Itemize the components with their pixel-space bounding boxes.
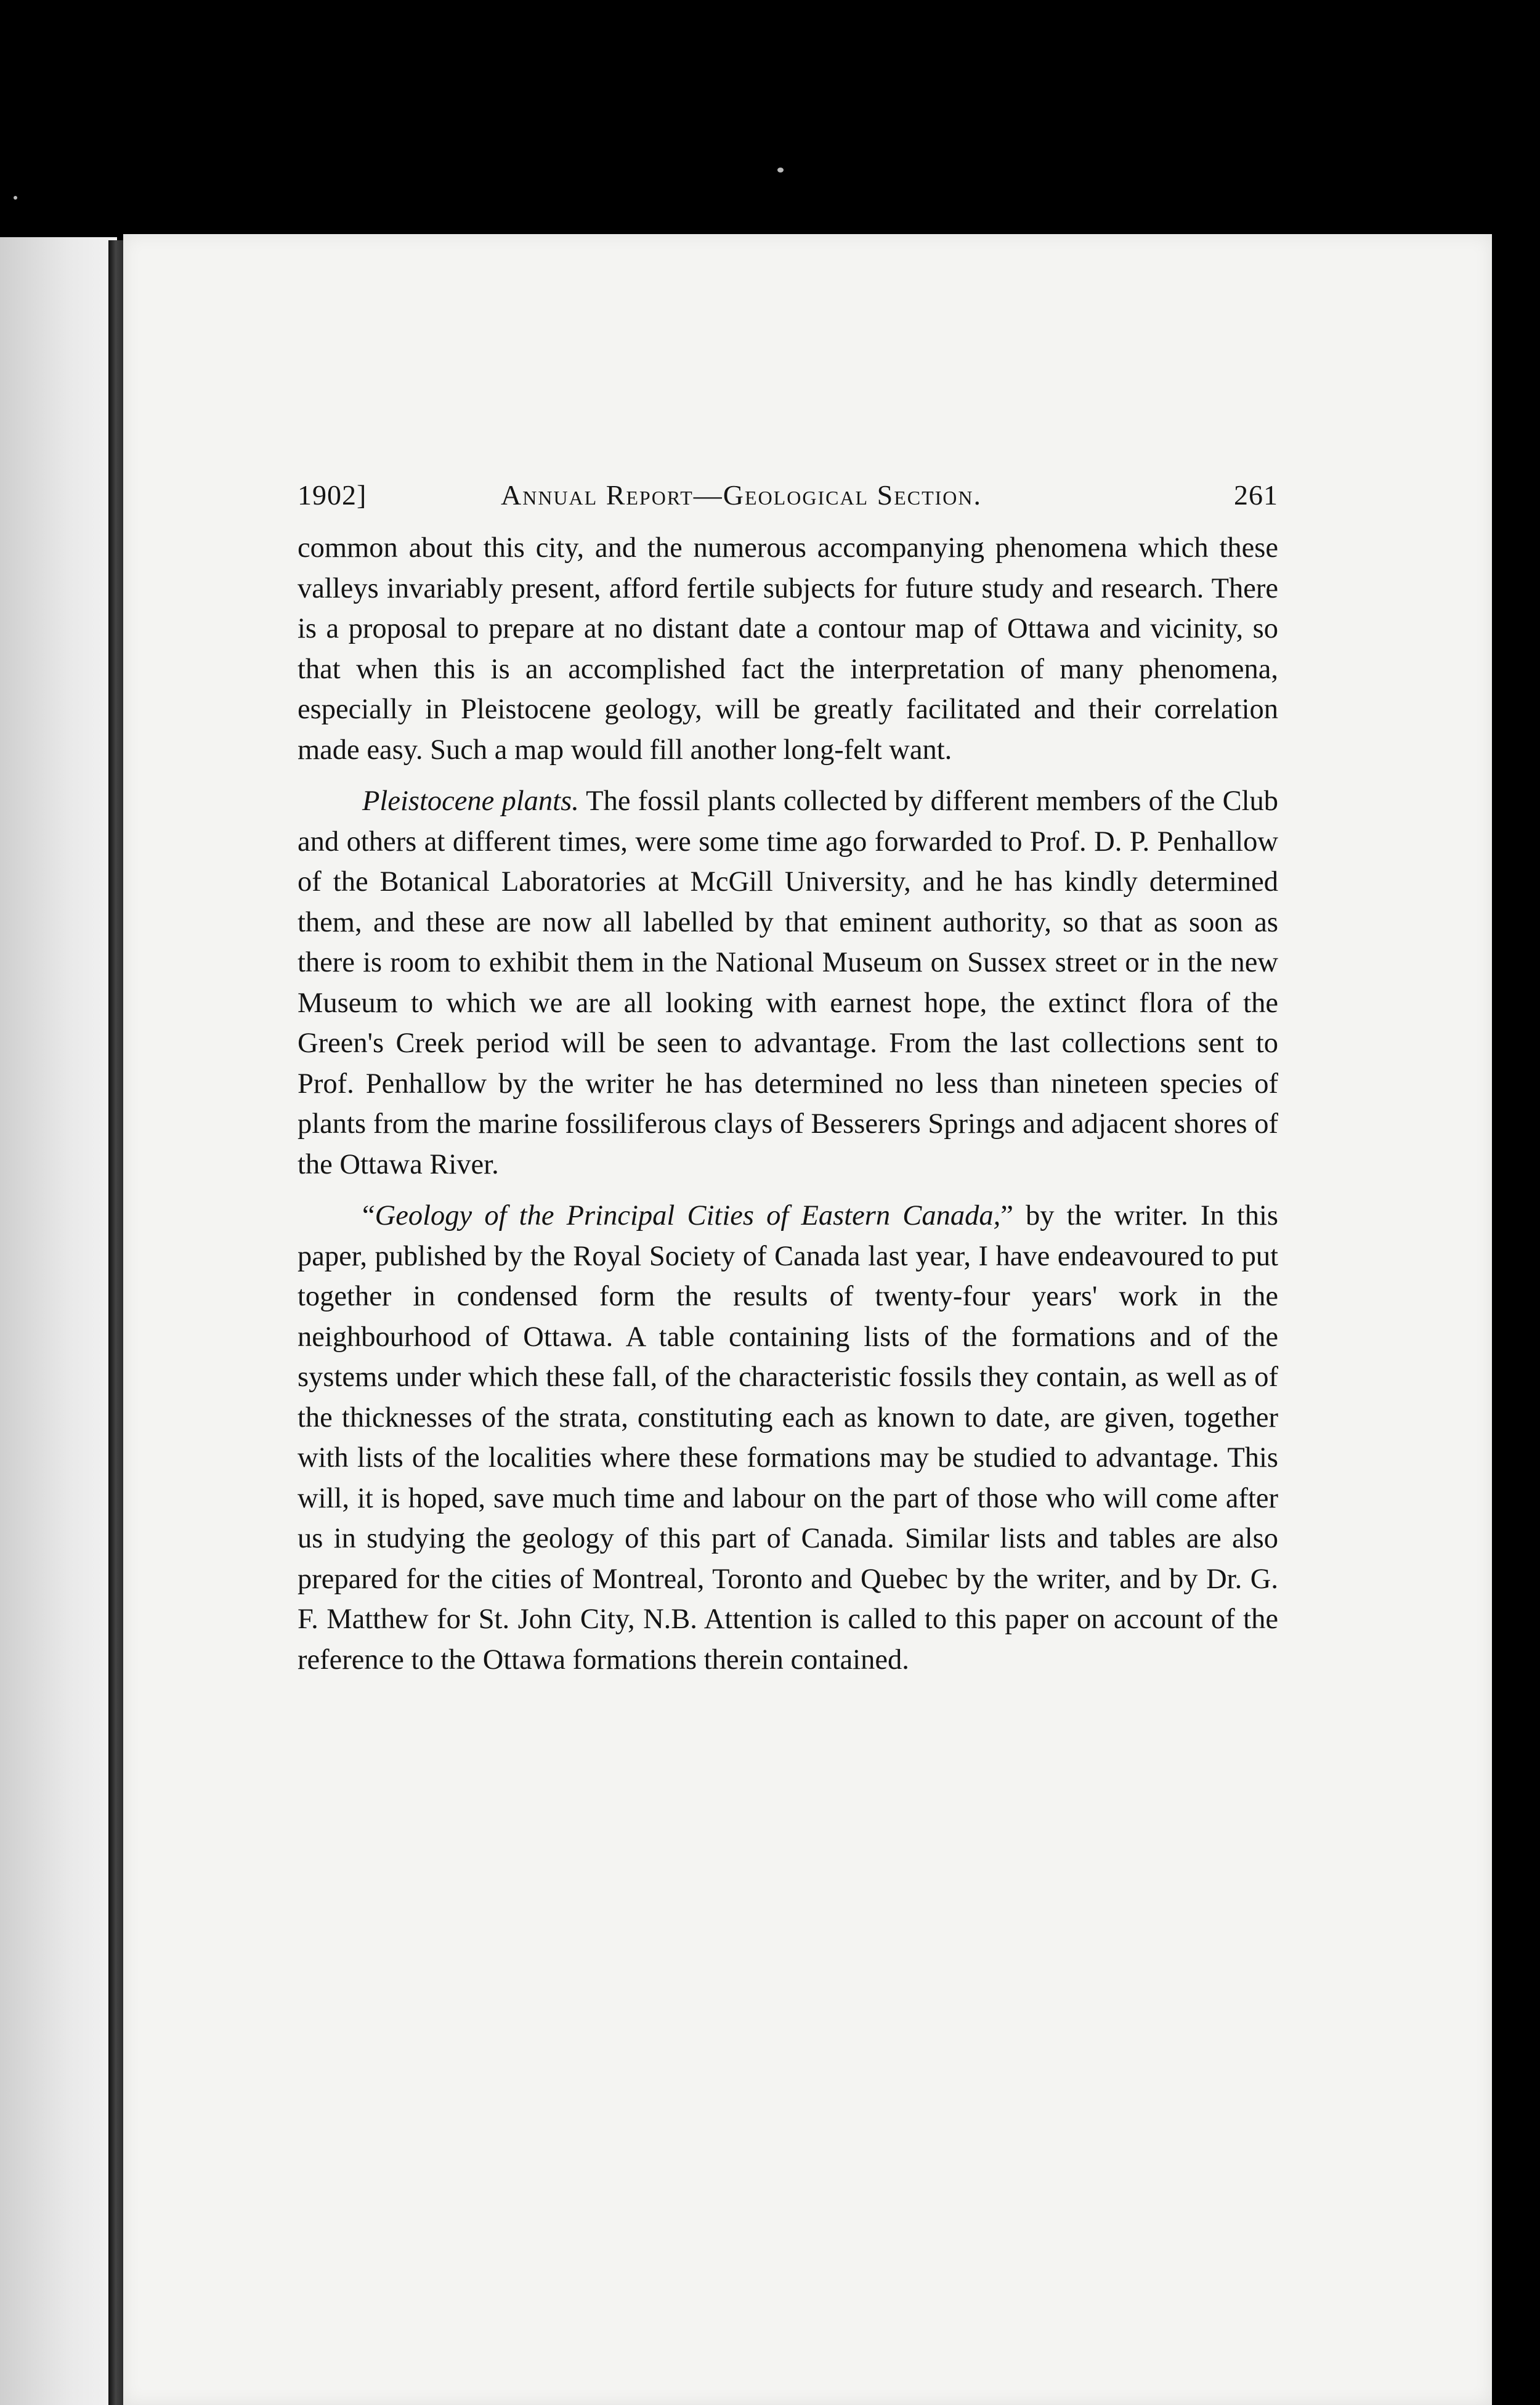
paragraph-text: by the writer. In this paper, published by the Royal Society of Canada last year, I have endeavoured to put together in condensed form the results of twenty-four years' work in the neighbourhood of Ottawa. A table containing lists of the formations and of the systems under which these fall, of the characteristic fossils they contain, as well as of the thicknesses of the strata, constituting each as known to date, are given, together with lists of the localities where these formations may be studied to advantage. This will, it is hoped, save much time and labour on the part of those who will come after us in studying the geology of this part of Canada. Similar lists and tables are also prepared for the cities of Montreal, Toronto and Quebec by the writer, and by Dr. G. F. Matthew for St. John City, N.B. Attention is called to this paper on account of the reference to the Ottawa formations therein contained.: [298, 1200, 1278, 1676]
paragraph-pleistocene-plants: [298, 781, 1278, 1185]
page-content: [298, 479, 1278, 1680]
close-quote: ”: [1000, 1200, 1013, 1231]
running-head-title: Annual Report—Geological Section.: [501, 479, 983, 511]
section-lead-italic: Pleistocene plants.: [362, 785, 579, 817]
paragraph-text: common about this city, and the numerous accompanying phenomena which these valleys invariably present, afford fertile subjects for future study and research. There is a proposal to prepare at no distant date a contour map of Ottawa and vicinity, so that when this is an accomplished fact the interpretation of many phenomena, especially in Pleistocene geology, will be greatly facilitated and their correlation made easy. Such a map would fill another long-felt want.: [298, 532, 1278, 766]
book-page: [123, 234, 1492, 2405]
publication-title-italic: Geology of the Principal Cities of Eastern Canada,: [375, 1200, 1001, 1231]
body-text: [298, 528, 1278, 1680]
open-quote: “: [362, 1200, 375, 1231]
paragraph-geology-principal-cities: [298, 1196, 1278, 1680]
paragraph-contour-map: [298, 528, 1278, 770]
dust-speck: [14, 196, 17, 200]
running-head: [298, 479, 1278, 528]
paragraph-text: The fossil plants collected by different members of the Club and others at different times, were some time ago forwarded to Prof. D. P. Penhallow of the Botanical Laboratories at McGill University, and he has kindly determined them, and these are now all labelled by that eminent authority, so that as soon as there is room to exhibit them in the National Museum on Sussex street or in the new Museum to which we are all looking with earnest hope, the extinct flora of the Green's Creek period will be seen to advantage. From the last collections sent to Prof. Penhallow by the writer he has determined no less than nineteen species of plants from the marine fossiliferous clays of Besserers Springs and adjacent shores of the Ottawa River.: [298, 785, 1279, 1180]
dust-speck: [777, 168, 784, 172]
previous-page-edge: [0, 237, 117, 2405]
running-head-year: 1902]: [298, 479, 367, 511]
page-number: 261: [1234, 479, 1278, 511]
